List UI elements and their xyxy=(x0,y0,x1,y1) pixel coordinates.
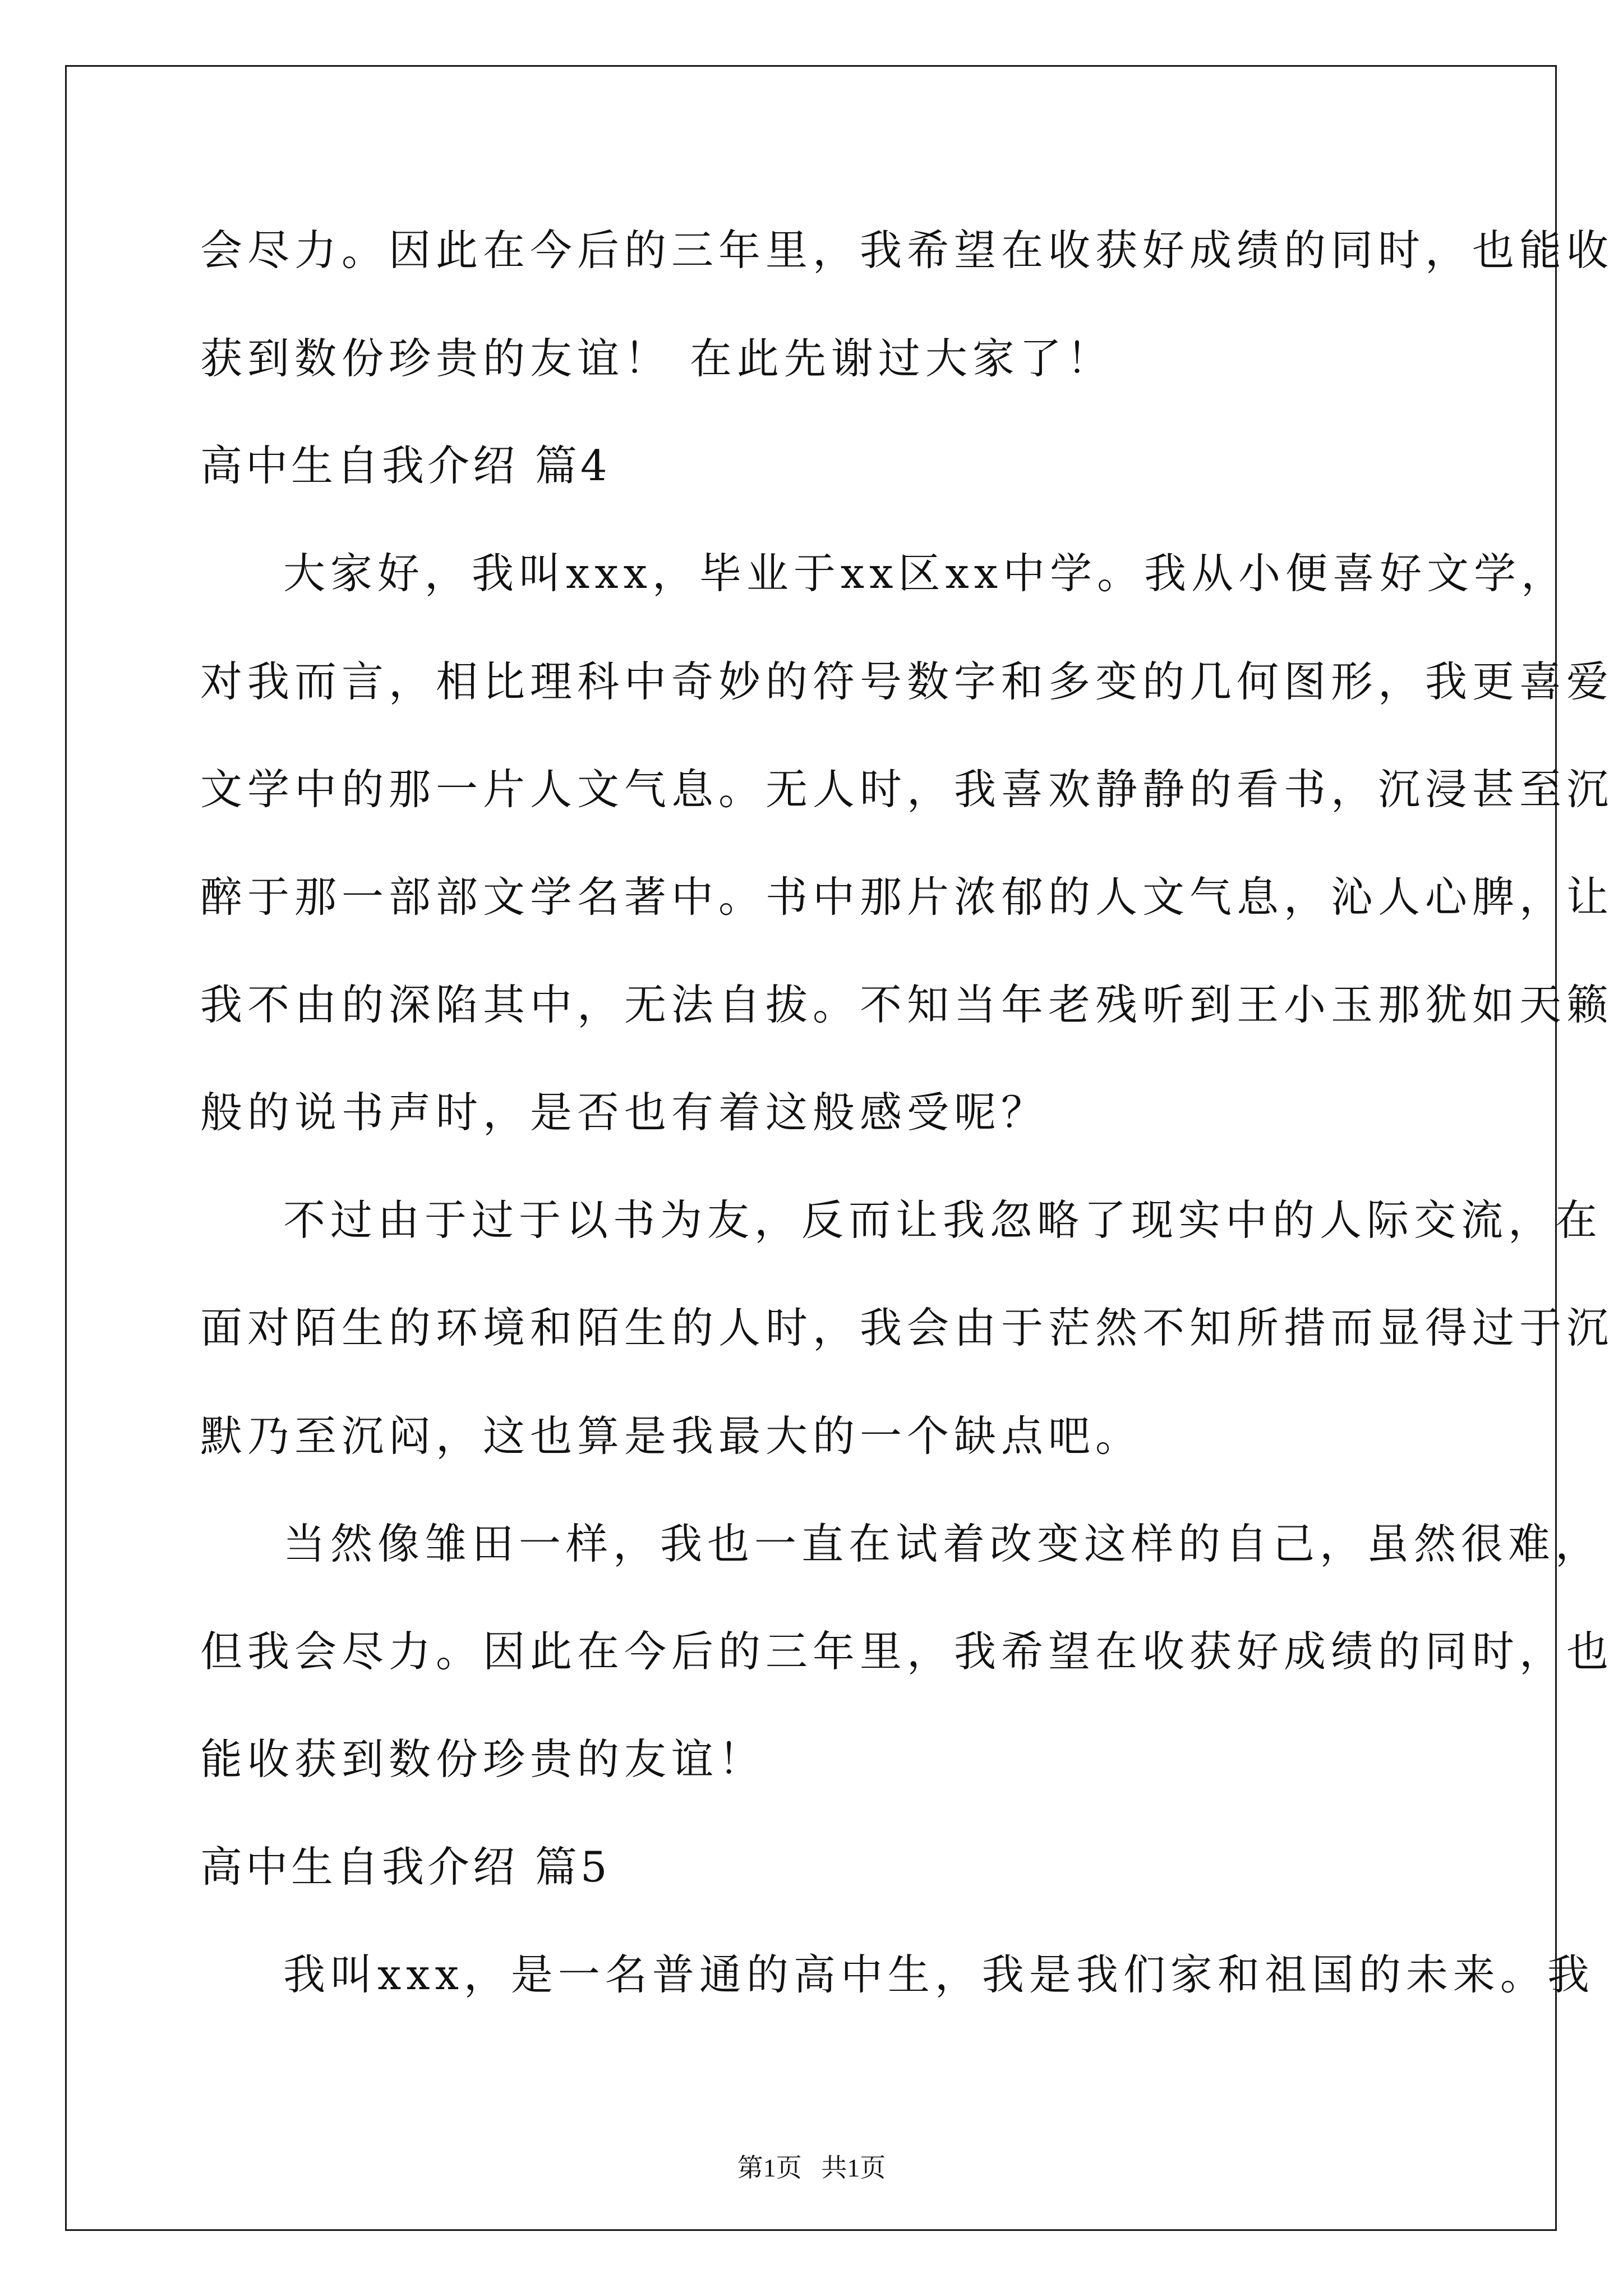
text-line: 醉于那一部部文学名著中。书中那片浓郁的人文气息，沁人心脾，让 xyxy=(200,872,1614,922)
paragraph-first-line: 当然像雏田一样，我也一直在试着改变这样的自己，虽然很难， xyxy=(283,1519,1603,1568)
text-line: 我不由的深陷其中，无法自拔。不知当年老残听到王小玉那犹如天籁 xyxy=(200,980,1614,1029)
text-line: 会尽力。因此在今后的三年里，我希望在收获好成绩的同时，也能收 xyxy=(200,226,1614,275)
paragraph-first-line: 大家好，我叫xxx，毕业于xx区xx中学。我从小便喜好文学， xyxy=(283,549,1569,598)
text-line: 对我而言，相比理科中奇妙的符号数字和多变的几何图形，我更喜爱 xyxy=(200,657,1614,706)
text-line: 文学中的那一片人文气息。无人时，我喜欢静静的看书，沉浸甚至沉 xyxy=(200,765,1614,814)
text-line: 能收获到数份珍贵的友谊！ xyxy=(200,1734,766,1784)
text-line: 默乃至沉闷，这也算是我最大的一个缺点吧。 xyxy=(200,1411,1143,1461)
paragraph-first-line: 不过由于过于以书为友，反而让我忽略了现实中的人际交流，在 xyxy=(283,1195,1603,1245)
section-heading: 高中生自我介绍 篇5 xyxy=(200,1842,611,1892)
paragraph-first-line: 我叫xxx，是一名普通的高中生，我是我们家和祖国的未来。我 xyxy=(283,1950,1594,1999)
text-line: 面对陌生的环境和陌生的人时，我会由于茫然不知所措而显得过于沉 xyxy=(200,1303,1614,1352)
page-border xyxy=(65,65,1614,2231)
section-heading: 高中生自我介绍 篇4 xyxy=(200,441,611,490)
page-number-footer: 第1页 共1页 xyxy=(737,2154,886,2182)
text-line: 般的说书声时，是否也有着这般感受呢？ xyxy=(200,1088,1049,1137)
text-line: 但我会尽力。因此在今后的三年里，我希望在收获好成绩的同时，也 xyxy=(200,1627,1614,1676)
text-line: 获到数份珍贵的友谊！ 在此先谢过大家了！ xyxy=(200,334,1114,383)
